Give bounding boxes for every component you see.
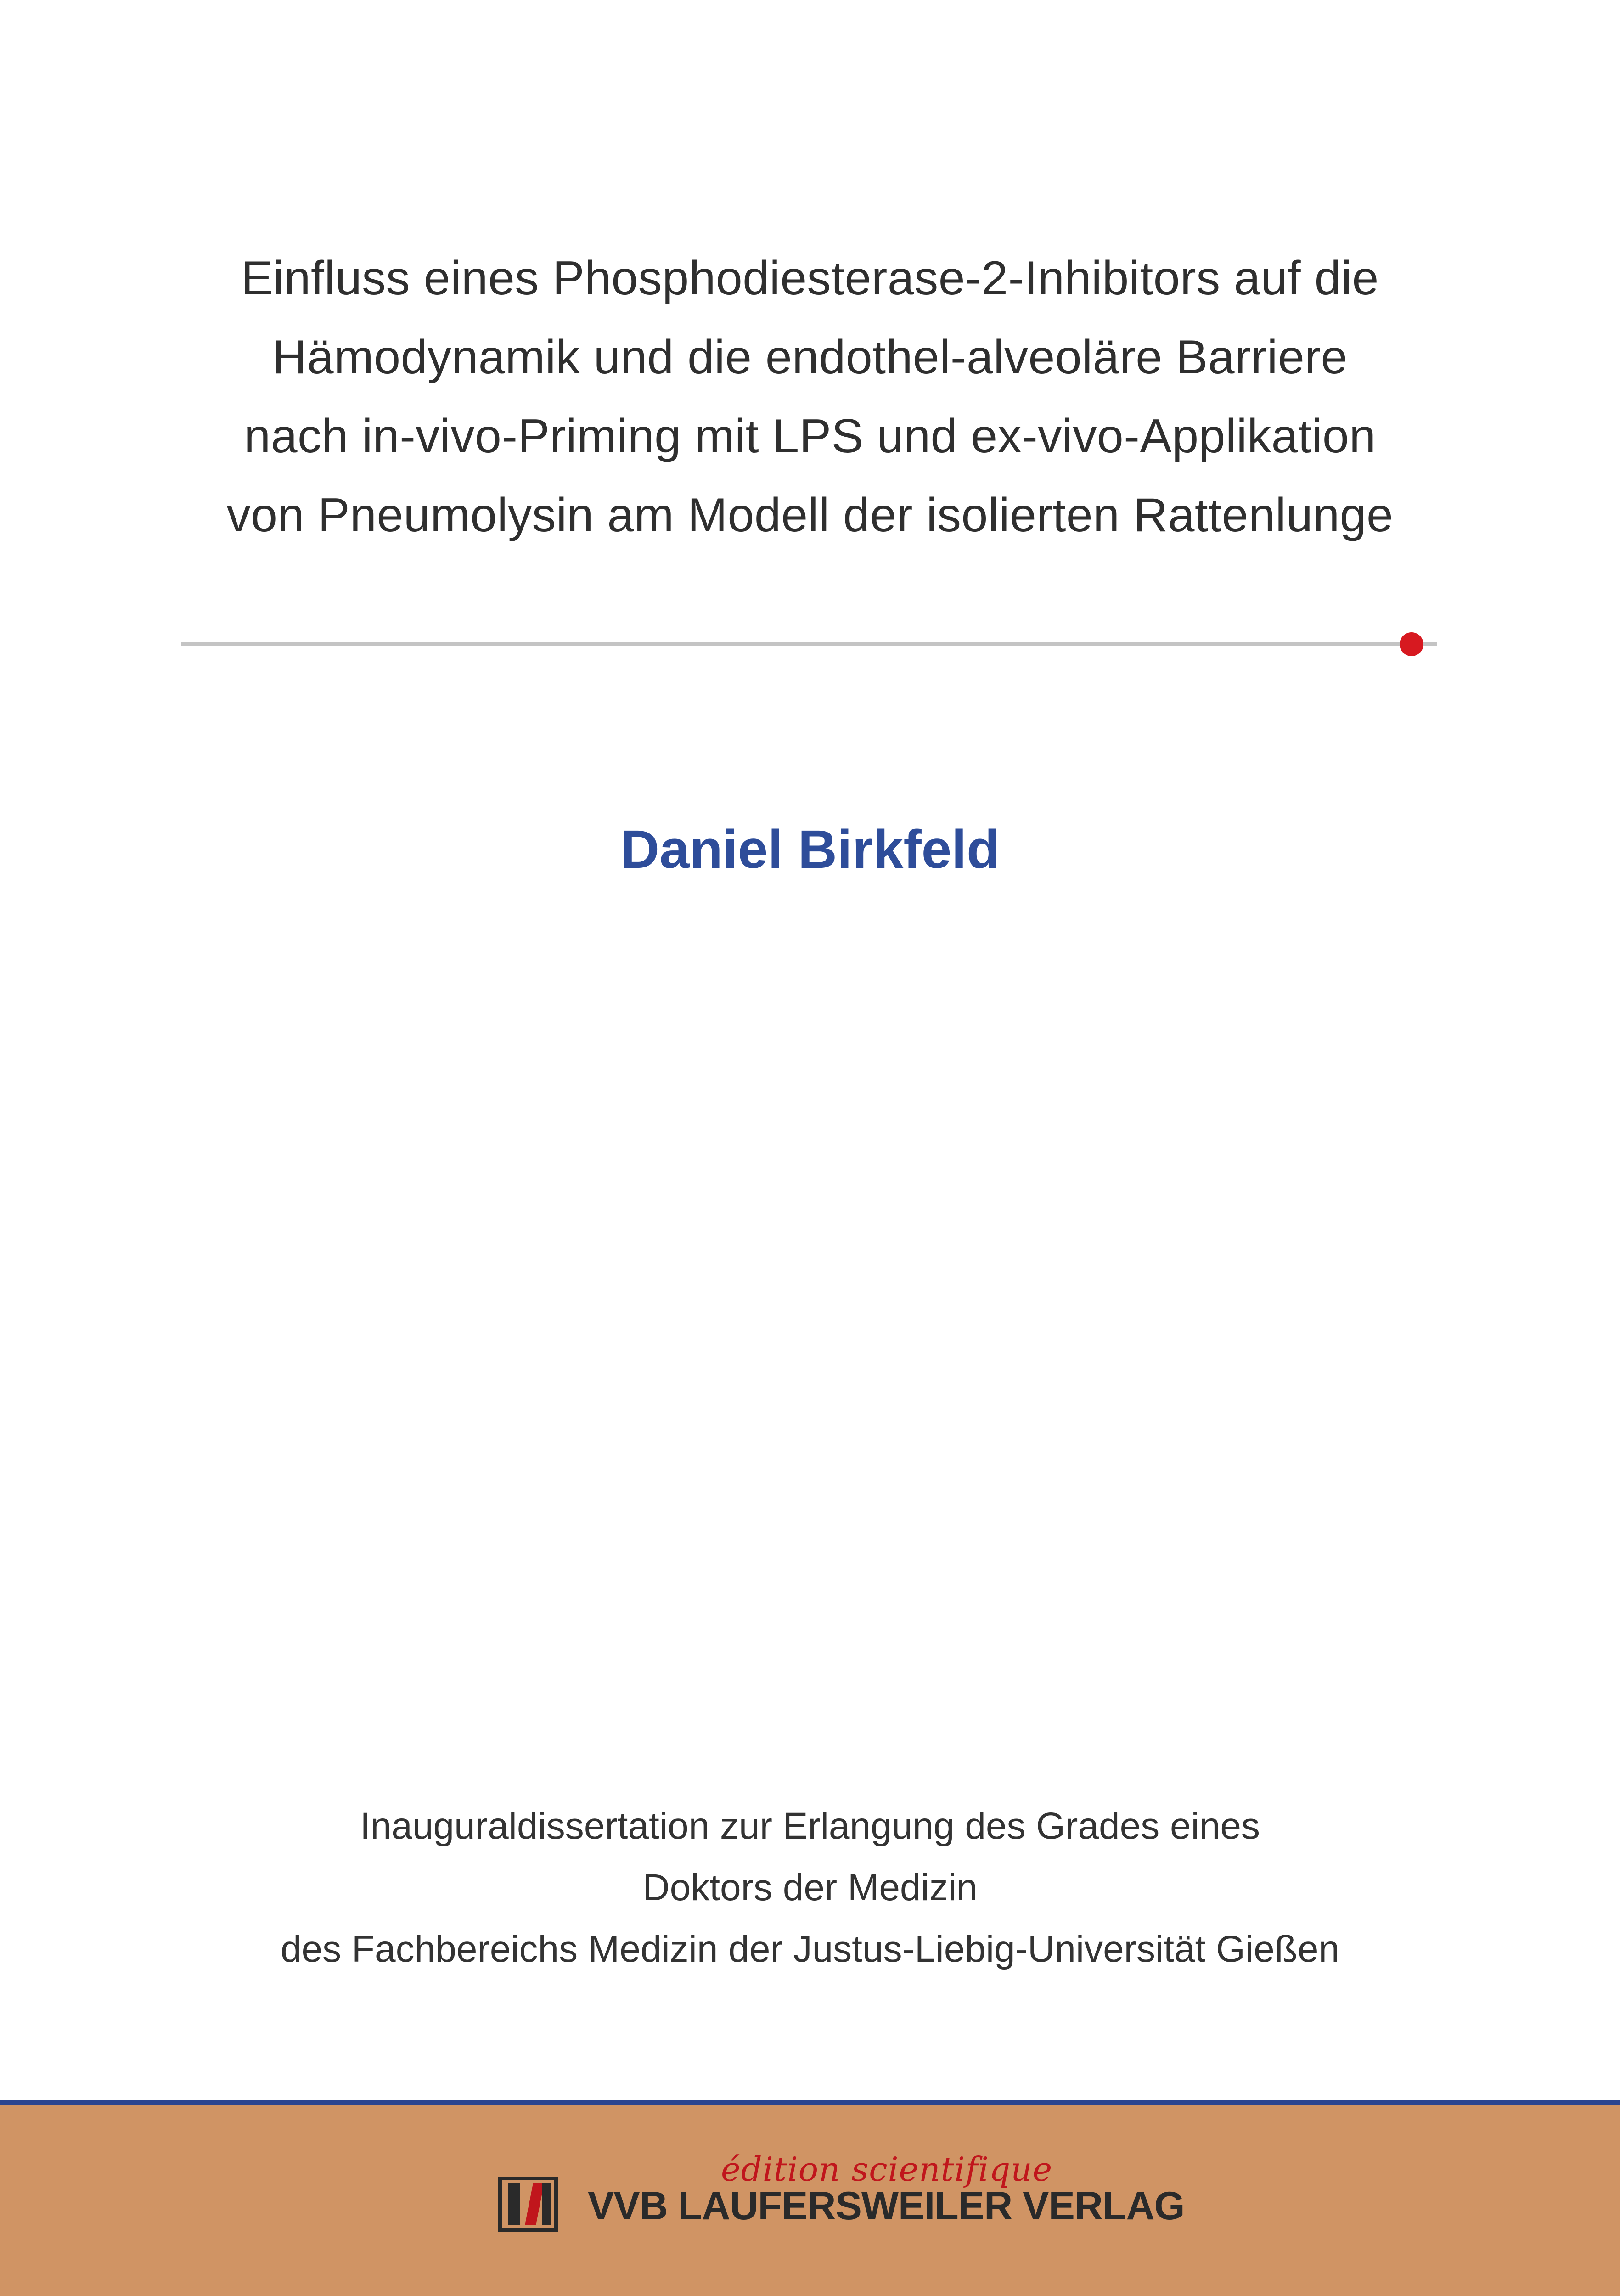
book-title — [0, 239, 1620, 555]
publisher-edition-label: édition scientifique — [721, 2150, 1053, 2189]
dissertation-line-3: des Fachbereichs Medizin der Justus-Liebig-Universität Gießen — [280, 1928, 1340, 1970]
publisher-name: VVB LAUFERSWEILER VERLAG — [588, 2184, 1185, 2228]
title-line-1: Einfluss eines Phosphodiesterase-2-Inhibitors auf die — [241, 252, 1379, 305]
title-line-2: Hämodynamik und die endothel-alveoläre Barriere — [272, 331, 1348, 384]
publisher-logo-icon — [498, 2177, 558, 2232]
dissertation-line-1: Inauguraldissertation zur Erlangung des Grades eines — [360, 1805, 1260, 1847]
divider-dot-icon — [1400, 632, 1423, 656]
title-divider-line — [181, 642, 1437, 646]
title-line-3: nach in-vivo-Priming mit LPS und ex-vivo-Applikation — [244, 410, 1376, 463]
author-name: Daniel Birkfeld — [620, 819, 1000, 880]
dissertation-note — [0, 1795, 1620, 1980]
title-line-4: von Pneumolysin am Modell der isolierten Rattenlunge — [226, 489, 1394, 542]
dissertation-line-2: Doktors der Medizin — [642, 1867, 978, 1908]
footer-stripe — [0, 2100, 1620, 2105]
